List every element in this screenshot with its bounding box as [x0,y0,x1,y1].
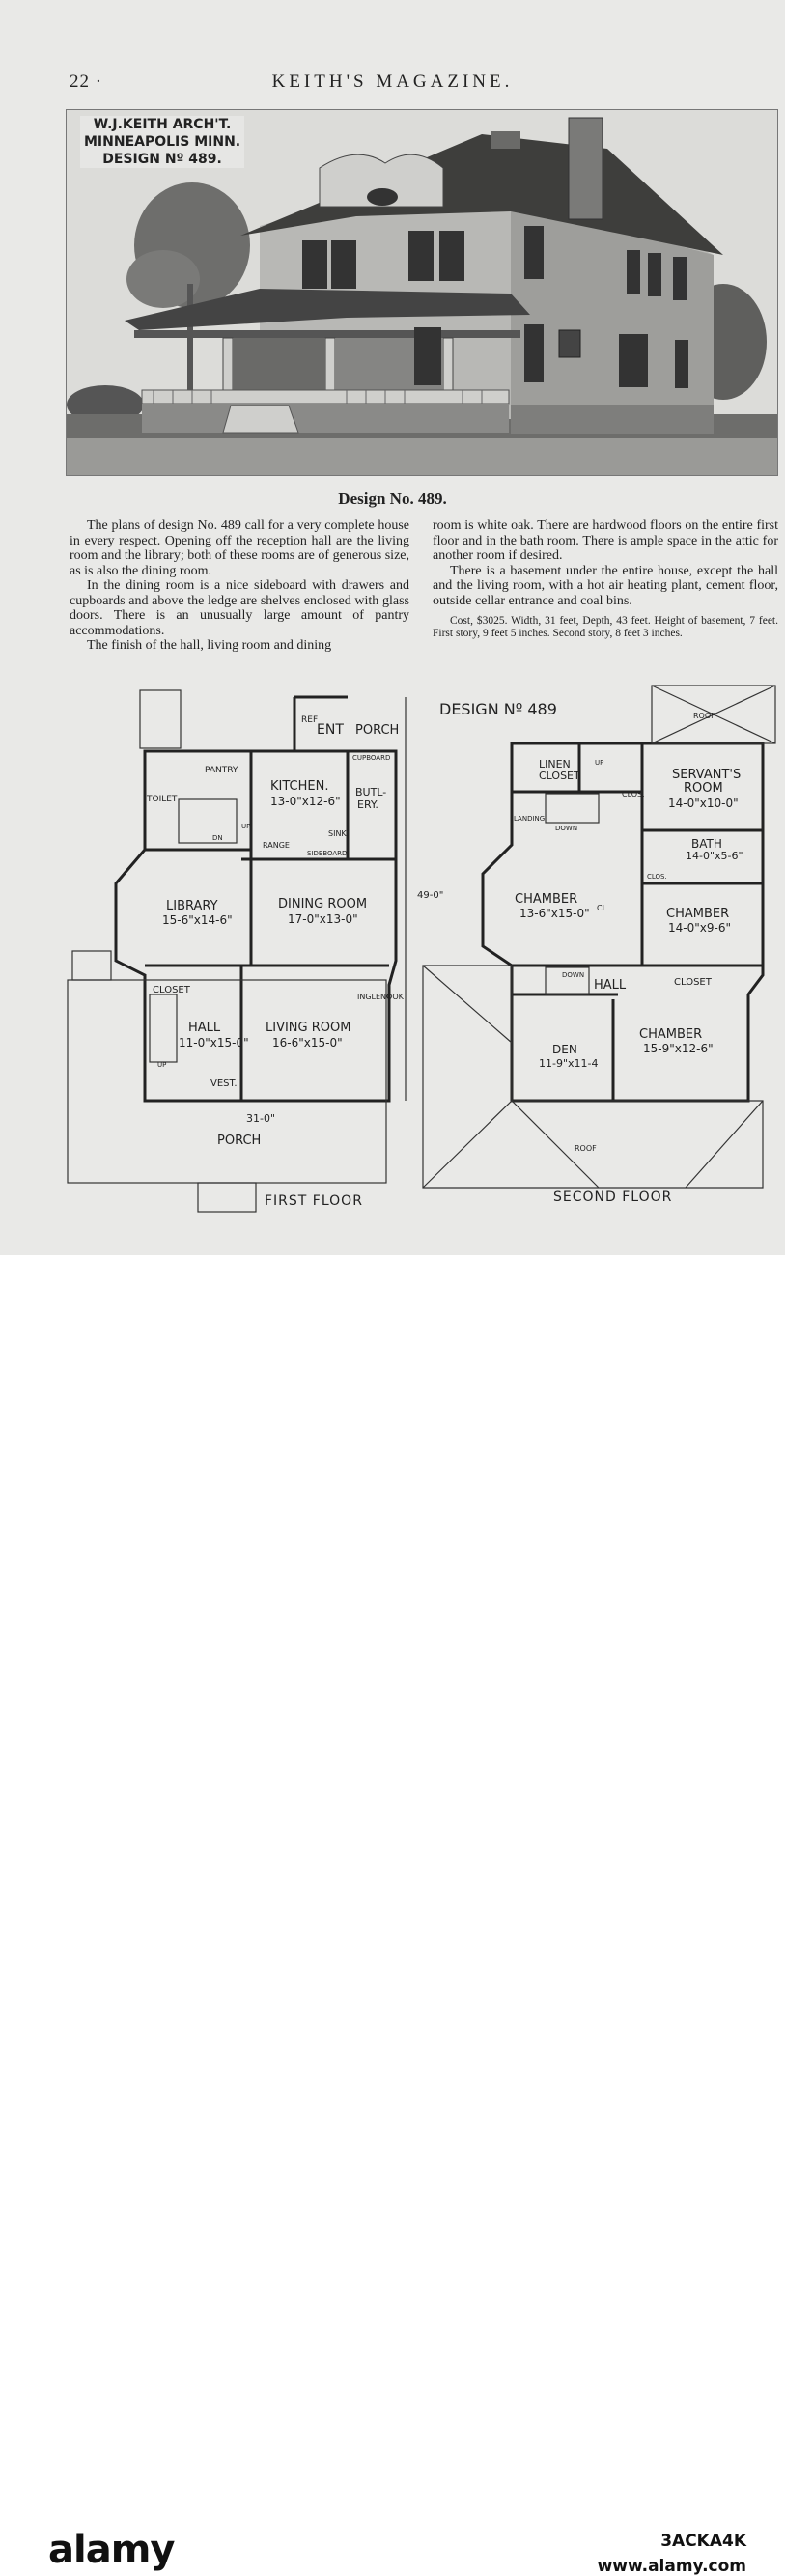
label-up-2f: UP [595,759,604,767]
label-closet: CLOSET [153,985,190,995]
label-chamber-2-dim: 14-0"x9-6" [668,921,731,935]
label-up-2: UP [157,1061,167,1069]
label-porch: PORCH [217,1134,262,1148]
label-kitchen: KITCHEN. [270,779,329,794]
second-floor-label: SECOND FLOOR [553,1190,673,1205]
label-inglenook: INGLENOOK [357,993,404,1001]
label-cupboard: CUPBOARD [352,754,391,762]
label-toilet: TOILET [147,795,178,804]
label-linen-2: CLOSET [539,770,580,782]
label-porch-top: PORCH [355,723,400,738]
label-pantry: PANTRY [205,766,238,775]
label-sideboard: SIDEBOARD [307,850,348,857]
label-up: UP [241,823,251,830]
caption-line-2: MINNEAPOLIS MINN. [84,134,241,150]
label-library: LIBRARY [166,899,218,913]
cost-specs: Cost, $3025. Width, 31 feet, Depth, 43 feet. Height of basement, 7 feet. First story, 9 feet 5 inches. Second story, 8 feet 3 inches. [433,615,778,639]
label-dining-dim: 17-0"x13-0" [288,912,358,926]
paragraph: room is white oak. There are hardwood floors on the entire first floor and in the bath room. There is ample space in the attic for another room if desired. [433,518,778,563]
label-chamber-1: CHAMBER [515,892,578,907]
label-closet-2f: CLOSET [674,977,712,988]
label-roof-bottom: ROOF [575,1144,597,1153]
label-servants-2: ROOM [684,781,723,796]
first-floor-label: FIRST FLOOR [265,1193,363,1209]
label-down: DOWN [555,825,578,832]
floor-plans [58,676,782,1217]
label-roof-top: ROOF [693,712,715,720]
label-chamber-3: CHAMBER [639,1027,703,1042]
label-chamber-2: CHAMBER [666,907,730,921]
architect-caption [80,116,244,168]
page-number: 22 · [70,71,103,92]
house-illustration [66,109,778,476]
article-title: Design No. 489. [338,490,447,508]
article-right-column [433,518,778,639]
label-butlery: BUTL- [355,786,387,798]
caption-line-1: W.J.KEITH ARCH'T. [93,117,232,132]
label-landing: LANDING [514,815,546,823]
label-library-dim: 15-6"x14-6" [162,913,233,927]
label-width: 31-0" [246,1112,276,1125]
label-hall-dim: 11-0"x15-0" [179,1036,249,1050]
label-hall-2f: HALL [594,978,627,993]
label-down-2: DOWN [562,971,585,979]
label-butlery-2: ERY. [357,798,378,811]
caption-line-3: DESIGN Nº 489. [102,152,222,167]
alamy-url: www.alamy.com [597,2557,746,2576]
label-kitchen-dim: 13-0"x12-6" [270,795,341,808]
article-left-column [70,518,409,654]
label-clos: CLOS. [622,790,645,798]
paragraph: There is a basement under the entire house, except the hall and the living room, with a hot air heating plant, cement floor, outside cellar entrance and coal bins. [433,563,778,608]
label-ref: REF [301,715,319,725]
label-dining: DINING ROOM [278,897,368,911]
label-sink: SINK [328,829,347,838]
image-id: 3ACKA4K [660,2532,746,2551]
label-living-dim: 16-6"x15-0" [272,1036,343,1050]
label-bath: BATH [691,837,722,851]
label-ent: ENT [317,722,344,738]
label-vest: VEST. [210,1078,238,1089]
label-linen: LINEN [539,758,571,770]
label-bath-dim: 14-0"x5-6" [686,850,743,862]
label-range: RANGE [263,841,290,850]
label-chamber-3-dim: 15-9"x12-6" [643,1042,714,1055]
paragraph: In the dining room is a nice sideboard with drawers and cupboards and above the ledge are shelves enclosed with glass doors. There is an unusually large amount of pantry accommodations. [70,578,409,638]
magazine-title: KEITH'S MAGAZINE. [271,71,514,92]
label-den-dim: 11-9"x11-4 [539,1057,599,1070]
paragraph: The plans of design No. 489 call for a very complete house in every respect. Opening off the reception hall are the living room and the library; both of these rooms are of generous size, as is also the dining room. [70,518,409,578]
label-chamber-1-dim: 13-6"x15-0" [519,907,590,920]
label-servants: SERVANT'S [672,768,742,782]
label-clos-2: CLOS. [647,873,667,881]
watermark-footer [0,1255,785,2576]
label-depth: 49-0" [417,890,444,901]
label-den: DEN [552,1043,577,1056]
label-cl: CL. [597,904,609,912]
alamy-logo: alamy [48,2528,175,2572]
paragraph: The finish of the hall, living room and dining [87,638,332,653]
label-design: DESIGN Nº 489 [439,700,557,718]
label-dn: DN [212,834,223,842]
label-living: LIVING ROOM [266,1021,351,1035]
magazine-page [0,0,785,1255]
label-hall: HALL [188,1021,221,1035]
label-servants-dim: 14-0"x10-0" [668,797,739,810]
